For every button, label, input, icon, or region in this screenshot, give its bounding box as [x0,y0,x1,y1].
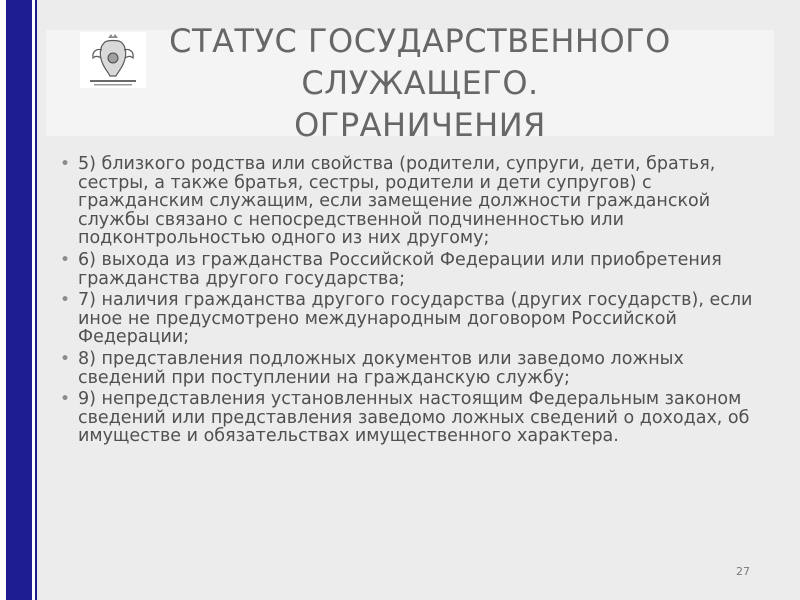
slide-title [120,20,720,146]
list-item-text: 6) выхода из гражданства Российской Федерации или приобретения гражданства другого государства; [78,249,722,289]
list-item [60,251,760,288]
left-accent-thin-bar [35,0,37,600]
list-item-text: 9) непредставления установленных настоящим Федеральным законом сведений или представления заведомо ложных сведений о доходах, об имуществе и обязательствах имущественного характера. [78,389,750,447]
bullet-icon: • [60,249,71,270]
list-item [60,350,760,387]
list-item-text: 7) наличия гражданства другого государства (других государств), если иное не предусмотрено международным договором Российской Федерации; [78,290,753,348]
bullet-icon: • [60,154,71,174]
list-item [60,155,760,248]
slide-title-line-2: СЛУЖАЩЕГО. [301,64,539,102]
slide-title-line-3: ОГРАНИЧЕНИЯ [294,106,546,144]
bullet-icon: • [60,389,71,410]
list-item [60,390,760,446]
list-item-text: 5) близкого родства или свойства (родители, супруги, дети, братья, сестры, а также братья, сестры, родители и дети супругов) с гражданским служащим, если замещение должности гражданской службы связано с непосредственной подчиненностью или подконтрольностью одного из них другому; [78,154,716,249]
list-item [60,291,760,347]
bullet-icon: • [60,348,71,369]
list-item-text: 8) представления подложных документов или заведомо ложных сведений при поступлении на гражданскую службу; [78,348,684,388]
page-number: 27 [736,565,750,578]
bullet-icon: • [60,290,71,311]
left-accent-bar [6,0,32,600]
restrictions-list [60,155,760,449]
slide-title-line-1: СТАТУС ГОСУДАРСТВЕННОГО [169,22,671,60]
